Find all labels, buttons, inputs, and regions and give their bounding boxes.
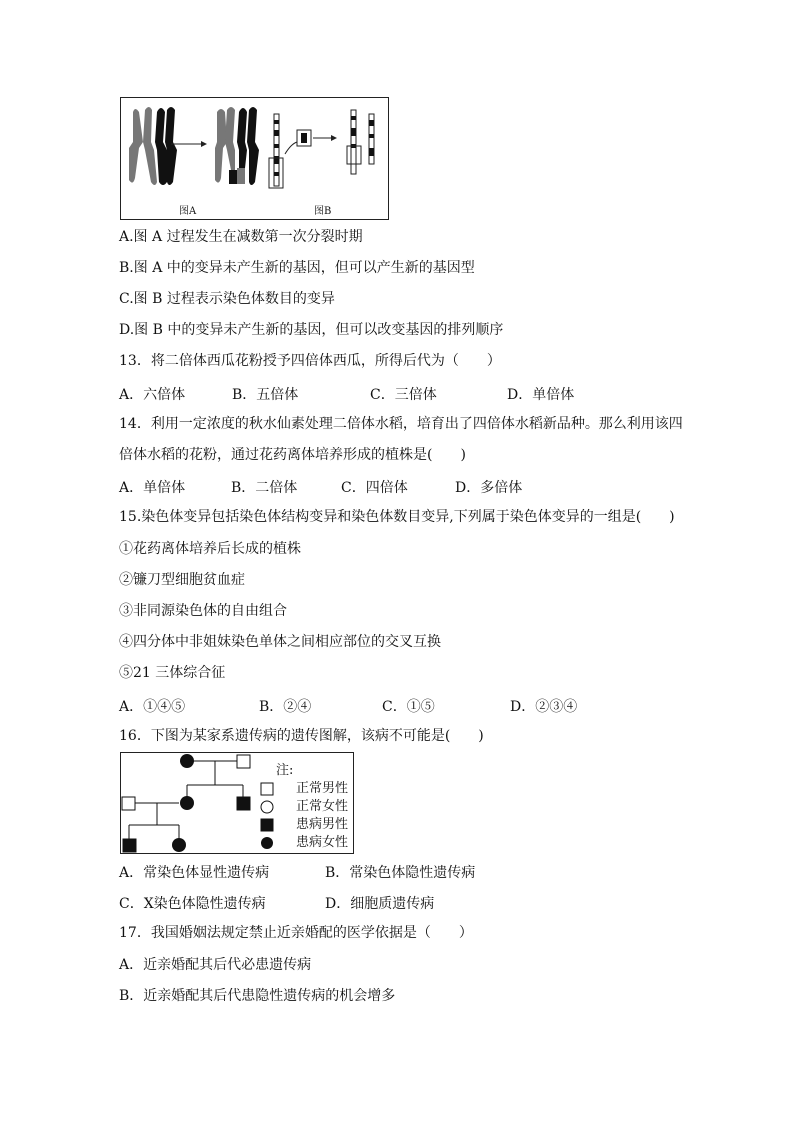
q13-stem: 13．将二倍体西瓜花粉授予四倍体西瓜，所得后代为（ ）: [119, 353, 501, 369]
q12-option-c: C.图 B 过程表示染色体数目的变异: [119, 291, 335, 307]
caption-figure-b: 图B: [314, 206, 332, 217]
q16-option-c: C．X染色体隐性遗传病: [119, 896, 266, 912]
q12-option-b: B.图 A 中的变异未产生新的基因，但可以产生新的基因型: [119, 260, 475, 276]
legend-affected-female: 患病女性: [296, 835, 349, 850]
q14-stem-line2: 倍体水稻的花粉，通过花药离体培养形成的植株是( ): [119, 447, 466, 463]
legend-affected-male: 患病男性: [296, 817, 349, 832]
q17-stem: 17．我国婚姻法规定禁止近亲婚配的医学依据是（ ）: [119, 925, 473, 941]
q15-item-4: ④四分体中非姐妹染色单体之间相应部位的交叉互换: [119, 634, 441, 650]
chromosome-figure: [120, 97, 389, 220]
caption-figure-a: 图A: [179, 206, 197, 217]
q15-item-2: ②镰刀型细胞贫血症: [119, 572, 245, 588]
legend-affected-female-icon: [261, 837, 273, 849]
figure-b: [269, 110, 374, 188]
legend-normal-female: 正常女性: [296, 799, 349, 814]
gen3-affected-male: [123, 839, 136, 852]
figure-a-arrow-head: [201, 141, 207, 147]
gen2-affected-female: [180, 796, 194, 810]
legend-title: 注:: [276, 763, 294, 778]
chromosome-diagram: [121, 98, 388, 219]
q13-option-d: D．单倍体: [507, 387, 575, 403]
legend-affected-male-icon: [261, 819, 273, 831]
q15-item-5: ⑤21 三体综合征: [119, 665, 226, 681]
gen3-affected-female: [172, 838, 186, 852]
q16-option-d: D．细胞质遗传病: [325, 896, 435, 912]
q15-option-c: C．①⑤: [382, 699, 435, 715]
gen1-normal-male: [237, 755, 250, 768]
gen2-normal-male: [122, 797, 135, 810]
q12-option-a: A.图 A 过程发生在减数第一次分裂时期: [119, 229, 363, 245]
q15-option-a: A．①④⑤: [119, 699, 186, 715]
q17-option-b: B．近亲婚配其后代患隐性遗传病的机会增多: [119, 988, 396, 1004]
q14-stem-line1: 14．利用一定浓度的秋水仙素处理二倍体水稻，培育出了四倍体水稻新品种。那么利用该四: [119, 416, 683, 432]
q14-option-a: A．单倍体: [119, 480, 186, 496]
figure-a-after: [215, 107, 259, 185]
q16-option-a: A．常染色体显性遗传病: [119, 865, 270, 881]
legend-normal-male: 正常男性: [296, 781, 349, 796]
q15-option-b: B．②④: [259, 699, 312, 715]
q15-stem: 15.染色体变异包括染色体结构变异和染色体数目变异,下列属于染色体变异的一组是( ): [119, 509, 675, 525]
q17-option-a: A．近亲婚配其后代必患遗传病: [119, 957, 312, 973]
q13-option-a: A．六倍体: [119, 387, 186, 403]
q13-option-c: C．三倍体: [370, 387, 437, 403]
q16-stem: 16．下图为某家系遗传病的遗传图解，该病不可能是( ): [119, 728, 484, 744]
q15-item-1: ①花药离体培养后长成的植株: [119, 541, 301, 557]
figure-a-before: [129, 107, 177, 185]
gen1-affected-female: [180, 754, 194, 768]
legend-normal-female-icon: [261, 801, 273, 813]
gen2-affected-male: [237, 797, 250, 810]
legend-normal-male-icon: [261, 783, 273, 795]
q13-option-b: B．五倍体: [232, 387, 299, 403]
q14-option-b: B．二倍体: [231, 480, 298, 496]
q15-option-d: D．②③④: [510, 699, 578, 715]
q12-option-d: D.图 B 中的变异未产生新的基因，但可以改变基因的排列顺序: [119, 322, 504, 338]
q14-option-d: D．多倍体: [455, 480, 523, 496]
q15-item-3: ③非同源染色体的自由组合: [119, 603, 287, 619]
q16-option-b: B．常染色体隐性遗传病: [325, 865, 476, 881]
q14-option-c: C．四倍体: [341, 480, 408, 496]
